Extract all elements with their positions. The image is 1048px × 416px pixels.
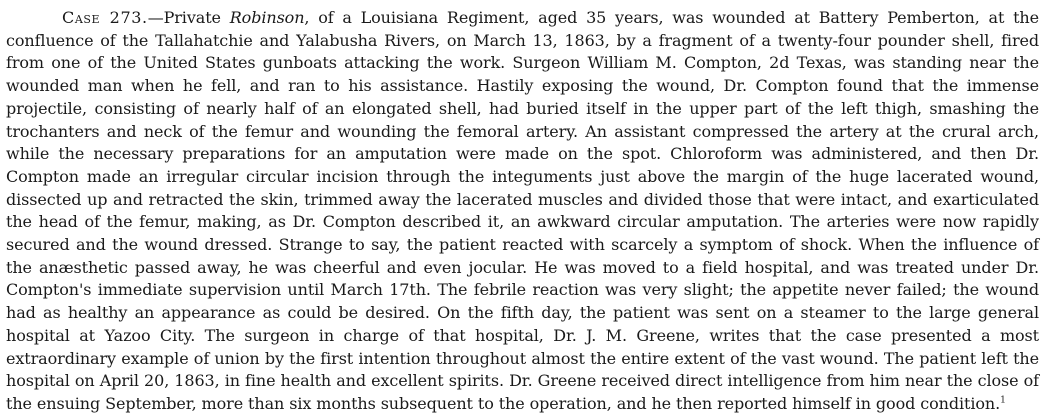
case-dash-private: —Private	[147, 8, 230, 27]
patient-name: Robinson	[229, 8, 305, 27]
case-report-paragraph	[6, 7, 1039, 416]
footnote-marker: 1	[1000, 395, 1006, 406]
case-number-label: Case 273.	[62, 8, 148, 27]
case-body-text: , of a Louisiana Regiment, aged 35 years, was wounded at Battery Pemberton, at the confluence of the Tallahatchie and Yalabusha Rivers, on March 13, 1863, by a fragment of a twenty-four pounder shell, fired from one of the United States gunboats attacking the work. Surgeon William M. Compton, 2d Texas, was standing near the wounded man when he fell, and ran to his assistance. Hastily exposing the wound, Dr. Compton found that the immense projectile, consisting of nearly half of an elongated shell, had buried itself in the upper part of the left thigh, smashing the trochanters and neck of the femur and wounding the femoral artery. An assistant compressed the artery at the crural arch, while the necessary preparations for an amputation were made on the spot. Chloroform was administered, and then Dr. Compton made an irregular circular incision through the integuments just above the margin of the huge lacerated wound, dissected up and retracted the skin, trimmed away the lacerated muscles and divided those that were intact, and exarticulated the head of the femur, making, as Dr. Compton described it, an awkward circular amputation. The arteries were now rapidly secured and the wound dressed. Strange to say, the patient reacted with scarcely a symptom of shock. When the influence of the anæsthetic passed away, he was cheerful and even jocular. He was moved to a field hospital, and was treated under Dr. Compton's immediate supervision until March 17th. The febrile reaction was very slight; the appetite never failed; the wound had as healthy an appearance as could be desired. On the fifth day, the patient was sent on a steamer to the large general hospital at Yazoo City. The surgeon in charge of that hospital, Dr. J. M. Greene, writes that the case presented a most extraordinary example of union by the first intention throughout almost the entire extent of the vast wound. The patient left the hospital on April 20, 1863, in fine health and excellent spirits. Dr. Greene received direct intelligence from him near the close of the ensuing September, more than six months subsequent to the operation, and he then reported himself in good condition.	[6, 8, 1039, 413]
